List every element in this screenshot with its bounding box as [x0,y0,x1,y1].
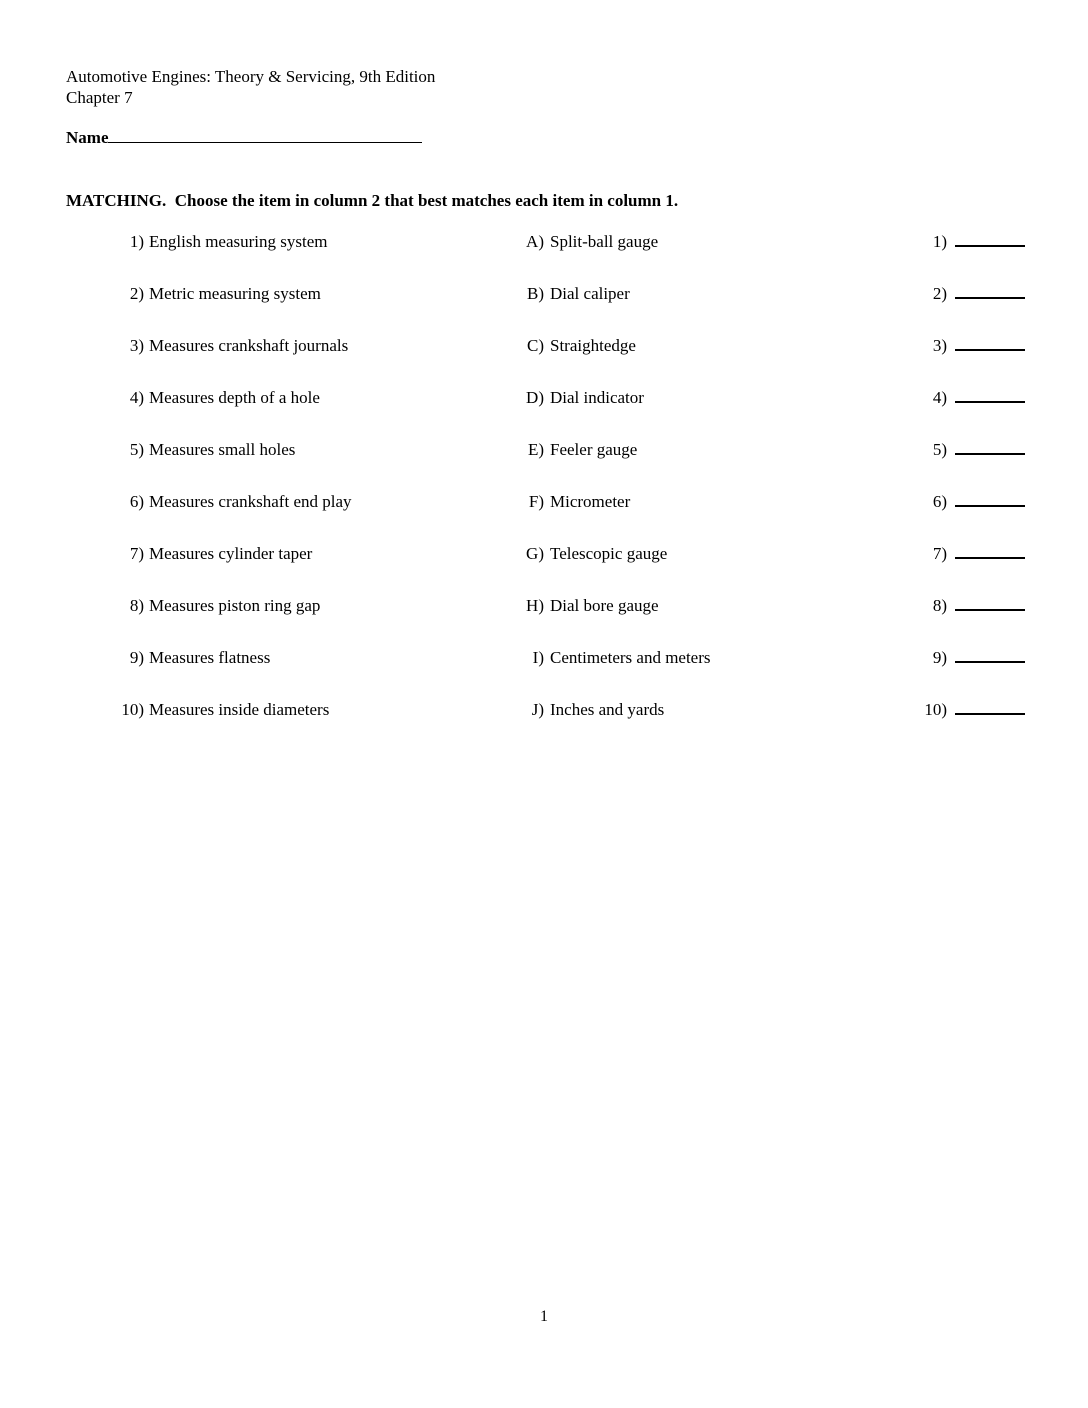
option-label: Inches and yards [550,700,665,719]
item-number: 7) [129,544,144,563]
answer-blank[interactable] [955,645,1025,663]
matching-row [66,437,1026,459]
answer-number: 3) [932,336,947,355]
column2-option [506,648,906,668]
item-number: 10) [121,700,144,719]
option-letter: E) [527,440,544,459]
option-letter: A) [526,232,544,251]
option-letter: F) [528,492,544,511]
item-label: Measures depth of a hole [149,388,320,407]
column2-option [506,336,906,356]
answer-number: 6) [932,492,947,511]
matching-row [66,645,1026,667]
answer-slot [906,541,1025,564]
column1-item [66,388,506,408]
item-number: 8) [129,596,144,615]
option-label: Telescopic gauge [550,544,668,563]
option-label: Split-ball gauge [550,232,659,251]
item-number: 6) [129,492,144,511]
name-label: Name [66,128,109,147]
column1-item [66,284,506,304]
option-label: Dial indicator [550,388,644,407]
option-label: Feeler gauge [550,440,638,459]
column1-item [66,648,506,668]
answer-blank[interactable] [955,593,1025,611]
item-number: 3) [129,336,144,355]
answer-slot [906,333,1025,356]
item-label: Measures crankshaft end play [149,492,352,511]
matching-row [66,281,1026,303]
answer-blank[interactable] [955,281,1025,299]
answer-number: 5) [932,440,947,459]
answer-number: 2) [932,284,947,303]
item-number: 2) [129,284,144,303]
option-label: Dial bore gauge [550,596,659,615]
column2-option [506,232,906,252]
matching-row [66,229,1026,251]
option-label: Centimeters and meters [550,648,711,667]
answer-number: 7) [932,544,947,563]
answer-blank[interactable] [955,385,1025,403]
item-label: Measures inside diameters [149,700,330,719]
item-label: Metric measuring system [149,284,321,303]
answer-slot [906,281,1025,304]
answer-blank[interactable] [955,541,1025,559]
item-label: Measures cylinder taper [149,544,313,563]
matching-row [66,593,1026,615]
page-number: 1 [540,1308,548,1325]
matching-row [66,489,1026,511]
option-letter: B) [527,284,544,303]
answer-blank[interactable] [955,489,1025,507]
answer-blank[interactable] [955,437,1025,455]
matching-instructions: MATCHING. Choose the item in column 2 that best matches each item in column 1. [66,191,679,210]
answer-number: 4) [932,388,947,407]
answer-blank[interactable] [955,333,1025,351]
item-label: English measuring system [149,232,328,251]
answer-slot [906,437,1025,460]
answer-number: 10) [924,700,947,719]
option-label: Micrometer [550,492,631,511]
column2-option [506,700,906,720]
answer-blank[interactable] [955,697,1025,715]
column2-option [506,284,906,304]
item-label: Measures crankshaft journals [149,336,349,355]
item-number: 5) [129,440,144,459]
option-letter: I) [532,648,544,667]
option-letter: C) [527,336,544,355]
column1-item [66,596,506,616]
column1-item [66,544,506,564]
column2-option [506,440,906,460]
option-letter: G) [526,544,544,563]
answer-slot [906,489,1025,512]
item-number: 9) [129,648,144,667]
option-letter: J) [531,700,544,719]
document-title: Automotive Engines: Theory & Servicing, 9th Edition [66,67,436,86]
column2-option [506,388,906,408]
answer-slot [906,645,1025,668]
name-row [66,125,1026,148]
column1-item [66,440,506,460]
column2-option [506,596,906,616]
answer-blank[interactable] [955,229,1025,247]
column2-option [506,544,906,564]
column2-option [506,492,906,512]
answer-slot [906,385,1025,408]
answer-number: 9) [932,648,947,667]
item-number: 1) [129,232,144,251]
answer-slot [906,229,1025,252]
column1-item [66,492,506,512]
matching-row [66,333,1026,355]
matching-row [66,541,1026,563]
chapter-label: Chapter 7 [66,88,133,107]
answer-slot [906,697,1025,720]
name-blank[interactable] [108,125,422,143]
column1-item [66,700,506,720]
option-label: Dial caliper [550,284,630,303]
answer-number: 8) [932,596,947,615]
answer-slot [906,593,1025,616]
item-number: 4) [129,388,144,407]
matching-rows [66,229,1026,719]
answer-number: 1) [932,232,947,251]
item-label: Measures small holes [149,440,296,459]
column1-item [66,232,506,252]
item-label: Measures piston ring gap [149,596,321,615]
column1-item [66,336,506,356]
option-letter: H) [526,596,544,615]
item-label: Measures flatness [149,648,271,667]
matching-row [66,385,1026,407]
option-label: Straightedge [550,336,636,355]
option-letter: D) [526,388,544,407]
matching-row [66,697,1026,719]
